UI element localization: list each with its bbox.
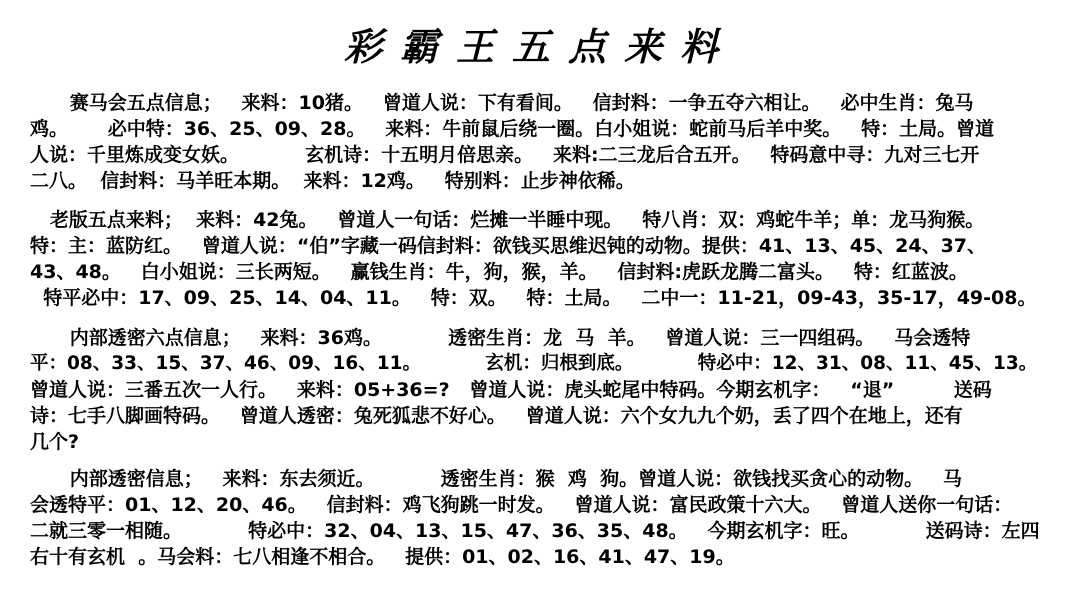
page-title: 彩霸王五点来料 bbox=[343, 24, 736, 69]
text-line: 会透特平：01、12、20、46。 信封料：鸡飞狗跳一时发。 曾道人说：富民政策十六大。 曾道人送你一句话： bbox=[30, 494, 1013, 516]
text-line: 几个? bbox=[30, 431, 80, 453]
section-saima-five-point-info bbox=[30, 90, 1050, 194]
text-line: 特平必中：17、09、25、14、04、11。 特：双。 特：土局。 二中一：11-21，09-43，35-17，49-08。 bbox=[30, 287, 1037, 309]
text-line: 二八。 信封料：马羊旺本期。 来料：12鸡。 特别料：止步神依稀。 bbox=[30, 170, 635, 192]
text-line: 二就三零一相随。 特必中：32、04、13、15、47、36、35、48。 今期玄机字：旺。 送码诗：左四 bbox=[30, 520, 1040, 542]
text-line: 43、48。 白小姐说：三长两短。 赢钱生肖：牛，狗，猴，羊。 信封料:虎跃龙腾二富头。 特：红蓝波。 bbox=[30, 261, 968, 283]
text-line: 特：主：蓝防红。 曾道人说：“伯”字藏一码信封料：欲钱买思维迟钝的动物。提供：41、13、45、24、37、 bbox=[30, 235, 987, 257]
text-line: 平：08、33、15、37、46、09、16、11。 玄机：归根到底。 特必中：12、31、08、11、45、13。 bbox=[30, 353, 1038, 374]
text-line: 曾道人说：三番五次一人行。 来料：05+36=? 曾道人说：虎头蛇尾中特码。今期玄机字： “退” 送码 bbox=[30, 379, 992, 401]
section-internal-six-point-info bbox=[30, 325, 1050, 455]
text-line: 赛马会五点信息； 来料：10猪。 曾道人说：下有看间。 信封料：一争五夺六相让。 必中生肖：兔马 bbox=[30, 92, 974, 114]
text-line: 老版五点来料； 来料：42兔。 曾道人一句话：烂摊一半睡中现。 特八肖：双：鸡蛇牛羊；单：龙马狗猴。 bbox=[30, 209, 985, 231]
text-line: 内部透密信息； 来料：东去须近。 透密生肖：猴 鸡 狗。曾道人说：欲钱找买贪心的动物。 马 bbox=[30, 468, 962, 490]
section-old-version-five-point bbox=[30, 207, 1050, 311]
text-line: 人说：千里炼成变女妖。 玄机诗：十五明月倍思亲。 来料:二三龙后合五开。 特码意中寻：九对三七开 bbox=[30, 144, 980, 166]
text-line: 右十有玄机 。马会料：七八相逢不相合。 提供：01、02、16、41、47、19。 bbox=[30, 546, 735, 568]
text-line: 鸡。 必中特：36、25、09、28。 来料：牛前鼠后绕一圈。白小姐说：蛇前马后羊中奖。 特：土局。曾道 bbox=[30, 118, 995, 140]
text-line: 内部透密六点信息； 来料：36鸡。 透密生肖：龙 马 羊。 曾道人说：三一四组码。 马会透特 bbox=[30, 327, 971, 349]
text-line: 诗：七手八脚画特码。 曾道人透密：兔死狐悲不好心。 曾道人说：六个女九九个奶，丢了四个在地上，还有 bbox=[30, 405, 963, 427]
section-internal-info bbox=[30, 466, 1050, 570]
